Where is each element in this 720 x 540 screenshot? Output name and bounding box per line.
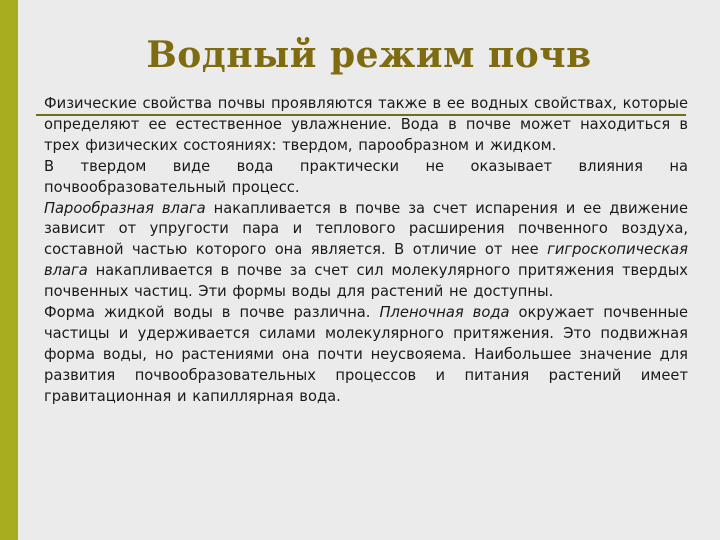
term-vapor-moisture: Парообразная влага — [44, 199, 206, 217]
term-hygroscopic-moisture: гигроскопическая влага — [44, 241, 688, 280]
slide-title: Водный режим почв — [146, 34, 592, 76]
text-run: окружает почвенные частицы и удерживается силами молекулярного притяжения. Это подвижная форма воды, но растениями она почти неусвояема. Наибольшее значение для развития почвообразовательных процессов и питания растений имеет гравитационная и капиллярная вода. — [44, 304, 689, 405]
text-run: Форма жидкой воды в почве различна. — [44, 304, 380, 322]
text-run: Физические свойства почвы проявляются также в ее водных свойствах, которые определяют ее естественное увлажнение. Вода в почве может находиться в трех физических состояниях: твердом, парообразном и жидком. — [44, 95, 688, 154]
paragraph — [44, 94, 688, 157]
left-accent-bar — [0, 0, 18, 540]
text-run: В твердом виде вода практически не оказывает влияния на почвообразовательный процесс. — [44, 157, 688, 196]
term-film-water: Пленочная вода — [379, 304, 510, 322]
paragraph — [44, 199, 688, 304]
body-text — [44, 94, 688, 408]
paragraph — [44, 303, 688, 408]
text-run: накапливается в почве за счет испарения и ее движение зависит от упругости пара и теплового расширения почвенного воздуха, составной частью которого она является. В отличие от нее — [44, 199, 689, 259]
text-run: накапливается в почве за счет сил молекулярного притяжения твердых почвенных частиц. Эти формы воды для растений не доступны. — [44, 262, 688, 301]
paragraph — [44, 157, 688, 199]
